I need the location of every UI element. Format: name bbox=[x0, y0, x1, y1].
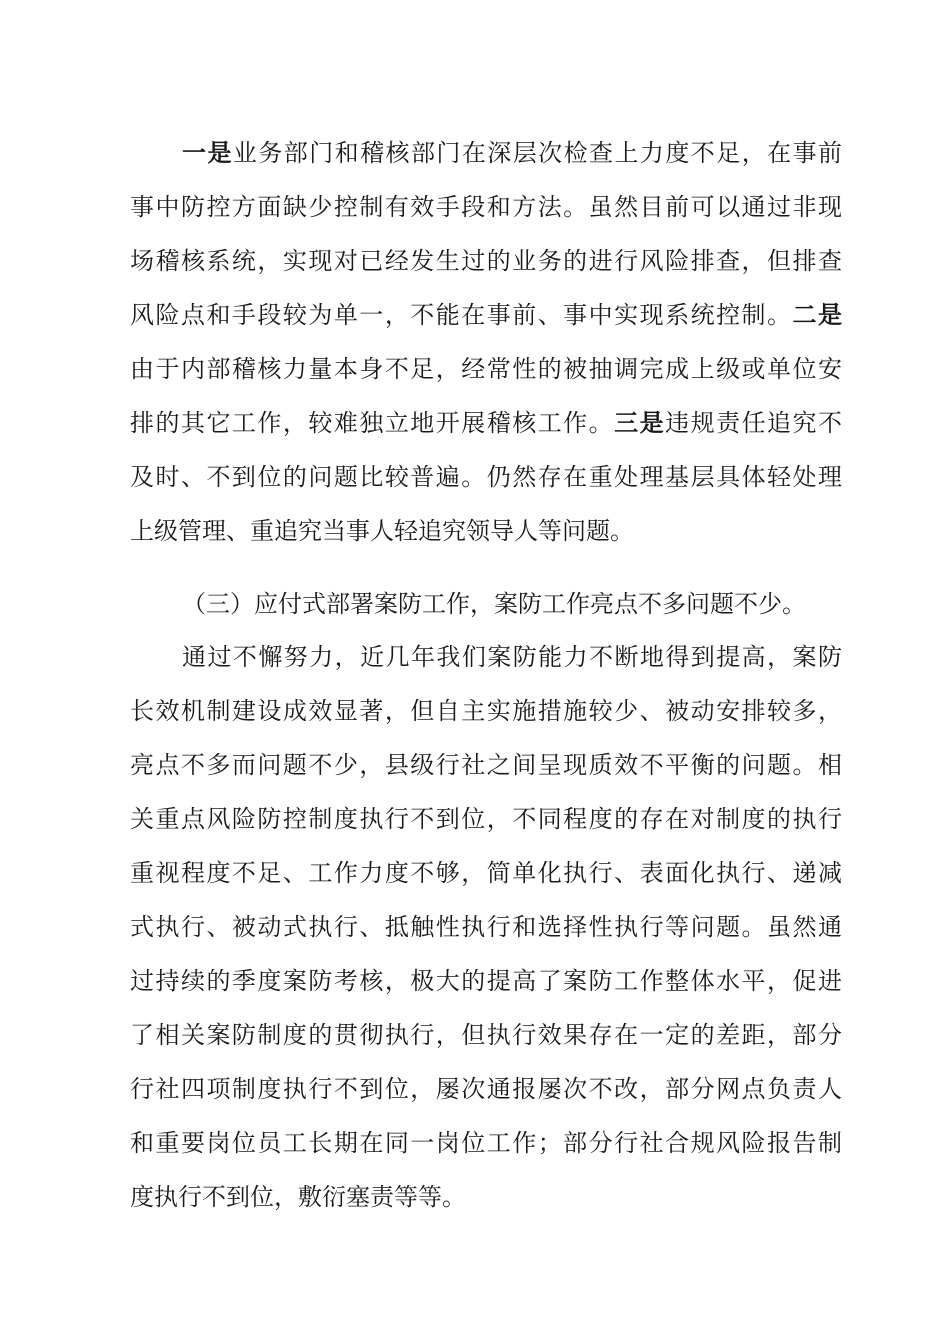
paragraph-2-line-4: 关重点风险防控制度执行不到位，不同程度的存在对制度的执行 bbox=[130, 805, 842, 833]
bold-lead-one: 一是 bbox=[182, 138, 233, 167]
bold-lead-three: 三是 bbox=[614, 408, 666, 437]
paragraph-1-line-2: 事中防控方面缺少控制有效手段和方法。虽然目前可以通过非现 bbox=[130, 193, 842, 221]
paragraph-2-line-8: 了相关案防制度的贯彻执行，但执行效果存在一定的差距，部分 bbox=[130, 1021, 842, 1049]
paragraph-1-line-4: 风险点和手段较为单一，不能在事前、事中实现系统控制。二是 bbox=[130, 300, 842, 329]
paragraph-1-line-1: 一是业务部门和稽核部门在深层次检查上力度不足，在事前 bbox=[182, 138, 842, 167]
paragraph-1-line-3: 场稽核系统，实现对已经发生过的业务的进行风险排查，但排查 bbox=[130, 247, 842, 275]
paragraph-2-line-5: 重视程度不足、工作力度不够，简单化执行、表面化执行、递减 bbox=[130, 859, 842, 887]
paragraph-2-line-11: 度执行不到位，敷衍塞责等等。 bbox=[130, 1183, 466, 1211]
paragraph-1-line-5: 由于内部稽核力量本身不足，经常性的被抽调完成上级或单位安 bbox=[130, 355, 842, 383]
paragraph-1-line-8: 上级管理、重追究当事人轻追究领导人等问题。 bbox=[130, 517, 634, 545]
bold-lead-two: 二是 bbox=[792, 300, 842, 329]
paragraph-2-line-7: 过持续的季度案防考核，极大的提高了案防工作整体水平，促进 bbox=[130, 967, 842, 995]
paragraph-2-line-3: 亮点不多而问题不少，县级行社之间呈现质效不平衡的问题。相 bbox=[130, 751, 842, 779]
paragraph-2-line-6: 式执行、被动式执行、抵触性执行和选择性执行等问题。虽然通 bbox=[130, 913, 842, 941]
paragraph-2-line-9: 行社四项制度执行不到位，屡次通报屡次不改，部分网点负责人 bbox=[130, 1075, 842, 1103]
paragraph-2-line-2: 长效机制建设成效显著，但自主实施措施较少、被动安排较多， bbox=[130, 697, 842, 725]
paragraph-1-line-7: 及时、不到位的问题比较普遍。仍然存在重处理基层具体轻处理 bbox=[130, 463, 842, 491]
section-heading: （三）应付式部署案防工作，案防工作亮点不多问题不少。 bbox=[182, 590, 806, 618]
paragraph-2-line-1: 通过不懈努力，近几年我们案防能力不断地得到提高，案防 bbox=[182, 643, 842, 671]
paragraph-2-line-10: 和重要岗位员工长期在同一岗位工作；部分行社合规风险报告制 bbox=[130, 1129, 842, 1157]
paragraph-1-line-6: 排的其它工作，较难独立地开展稽核工作。三是违规责任追究不 bbox=[130, 408, 842, 437]
